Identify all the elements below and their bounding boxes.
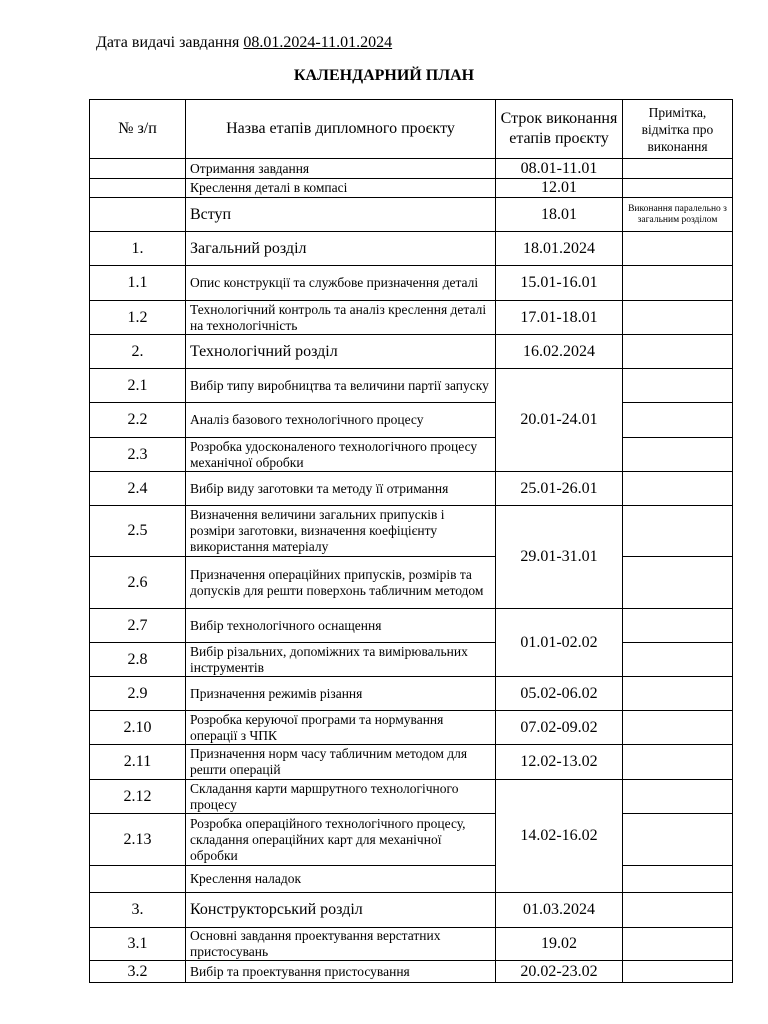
row-term: 20.02-23.02 [496, 961, 623, 983]
table-row [90, 232, 733, 266]
row-term: 01.01-02.02 [496, 609, 623, 677]
table-row [90, 961, 733, 983]
row-note [623, 866, 733, 893]
row-number: 3.2 [90, 961, 186, 983]
table-row [90, 893, 733, 928]
row-stage-name: Вибір технологічного оснащення [186, 609, 496, 643]
row-number: 3. [90, 893, 186, 928]
row-number: 2.13 [90, 814, 186, 866]
row-number: 1. [90, 232, 186, 266]
table-row [90, 301, 733, 335]
row-note: Виконання паралельно з загальним розділом [623, 198, 733, 232]
row-term: 19.02 [496, 928, 623, 961]
row-stage-name: Розробка керуючої програми та нормування операції з ЧПК [186, 711, 496, 745]
table-row [90, 438, 733, 472]
table-row [90, 643, 733, 677]
table-row [90, 814, 733, 866]
row-term: 15.01-16.01 [496, 266, 623, 301]
table-row [90, 198, 733, 232]
row-term: 18.01 [496, 198, 623, 232]
row-number [90, 866, 186, 893]
row-note [623, 643, 733, 677]
table-row [90, 369, 733, 403]
row-number: 2.4 [90, 472, 186, 506]
row-number: 2.8 [90, 643, 186, 677]
row-number: 2.10 [90, 711, 186, 745]
page-title: КАЛЕНДАРНИЙ ПЛАН [293, 67, 475, 84]
column-header-note: Примітка, відмітка про виконання [623, 100, 733, 159]
table-row [90, 403, 733, 438]
row-stage-name: Загальний розділ [186, 232, 496, 266]
row-number: 2.7 [90, 609, 186, 643]
row-term: 01.03.2024 [496, 893, 623, 928]
row-number: 2.9 [90, 677, 186, 711]
table-row [90, 780, 733, 814]
row-number [90, 179, 186, 198]
table-row [90, 557, 733, 609]
row-term: 18.01.2024 [496, 232, 623, 266]
row-note [623, 814, 733, 866]
row-number: 1.1 [90, 266, 186, 301]
row-note [623, 232, 733, 266]
row-number: 2.1 [90, 369, 186, 403]
row-stage-name: Розробка операційного технологічного процесу, складання операційних карт для механічної обробки [186, 814, 496, 866]
table-row [90, 745, 733, 780]
row-note [623, 159, 733, 179]
row-number: 2.3 [90, 438, 186, 472]
row-term: 08.01-11.01 [496, 159, 623, 179]
row-note [623, 369, 733, 403]
row-number: 2.11 [90, 745, 186, 780]
table-row [90, 609, 733, 643]
issue-date-label: Дата видачі завдання [96, 34, 244, 51]
row-term: 16.02.2024 [496, 335, 623, 369]
row-stage-name: Призначення операційних припусків, розмірів та допусків для решти поверхонь табличним методом [186, 557, 496, 609]
row-stage-name: Конструкторський розділ [186, 893, 496, 928]
row-stage-name: Розробка удосконаленого технологічного процесу механічної обробки [186, 438, 496, 472]
row-note [623, 961, 733, 983]
column-header-number: № з/п [90, 100, 186, 159]
row-number [90, 198, 186, 232]
calendar-plan-table [89, 99, 733, 983]
row-stage-name: Призначення режимів різання [186, 677, 496, 711]
row-note [623, 677, 733, 711]
row-stage-name: Вибір різальних, допоміжних та вимірювальних інструментів [186, 643, 496, 677]
table-row [90, 335, 733, 369]
table-row [90, 159, 733, 179]
row-stage-name: Вибір виду заготовки та методу її отримання [186, 472, 496, 506]
row-term: 14.02-16.02 [496, 780, 623, 893]
table-header-row [90, 100, 733, 159]
issue-date-value: 08.01.2024-11.01.2024 [243, 34, 393, 51]
row-stage-name: Опис конструкції та службове призначення деталі [186, 266, 496, 301]
row-note [623, 745, 733, 780]
row-term: 07.02-09.02 [496, 711, 623, 745]
row-term: 12.02-13.02 [496, 745, 623, 780]
row-stage-name: Отримання завдання [186, 159, 496, 179]
row-note [623, 893, 733, 928]
row-number: 2.5 [90, 506, 186, 557]
row-term: 05.02-06.02 [496, 677, 623, 711]
row-term: 20.01-24.01 [496, 369, 623, 472]
row-note [623, 179, 733, 198]
row-note [623, 438, 733, 472]
row-number: 1.2 [90, 301, 186, 335]
row-note [623, 472, 733, 506]
row-stage-name: Технологічний розділ [186, 335, 496, 369]
row-note [623, 335, 733, 369]
row-note [623, 266, 733, 301]
row-stage-name: Вступ [186, 198, 496, 232]
row-stage-name: Вибір типу виробництва та величини партії запуску [186, 369, 496, 403]
table-row [90, 506, 733, 557]
row-note [623, 711, 733, 745]
table-row [90, 179, 733, 198]
row-note [623, 609, 733, 643]
row-number: 2. [90, 335, 186, 369]
row-number [90, 159, 186, 179]
row-stage-name: Креслення деталі в компасі [186, 179, 496, 198]
table-row [90, 866, 733, 893]
row-note [623, 301, 733, 335]
table-row [90, 472, 733, 506]
row-note [623, 780, 733, 814]
table-row [90, 677, 733, 711]
issue-date-line [96, 33, 392, 53]
table-row [90, 928, 733, 961]
row-stage-name: Креслення наладок [186, 866, 496, 893]
row-term: 29.01-31.01 [496, 506, 623, 609]
row-stage-name: Аналіз базового технологічного процесу [186, 403, 496, 438]
row-note [623, 557, 733, 609]
row-term: 17.01-18.01 [496, 301, 623, 335]
table-row [90, 266, 733, 301]
row-stage-name: Технологічний контроль та аналіз креслення деталі на технологічність [186, 301, 496, 335]
row-number: 2.6 [90, 557, 186, 609]
row-stage-name: Складання карти маршрутного технологічного процесу [186, 780, 496, 814]
row-stage-name: Вибір та проектування пристосування [186, 961, 496, 983]
row-number: 2.12 [90, 780, 186, 814]
column-header-term: Строк виконання етапів проєкту [496, 100, 623, 159]
row-stage-name: Основні завдання проектування верстатних пристосувань [186, 928, 496, 961]
row-term: 12.01 [496, 179, 623, 198]
row-stage-name: Призначення норм часу табличним методом для решти операцій [186, 745, 496, 780]
row-stage-name: Визначення величини загальних припусків і розміри заготовки, визначення коефіцієнту використання матеріалу [186, 506, 496, 557]
column-header-stage-name: Назва етапів дипломного проєкту [186, 100, 496, 159]
row-term: 25.01-26.01 [496, 472, 623, 506]
row-number: 2.2 [90, 403, 186, 438]
row-number: 3.1 [90, 928, 186, 961]
table-row [90, 711, 733, 745]
row-note [623, 928, 733, 961]
row-note [623, 506, 733, 557]
row-note [623, 403, 733, 438]
